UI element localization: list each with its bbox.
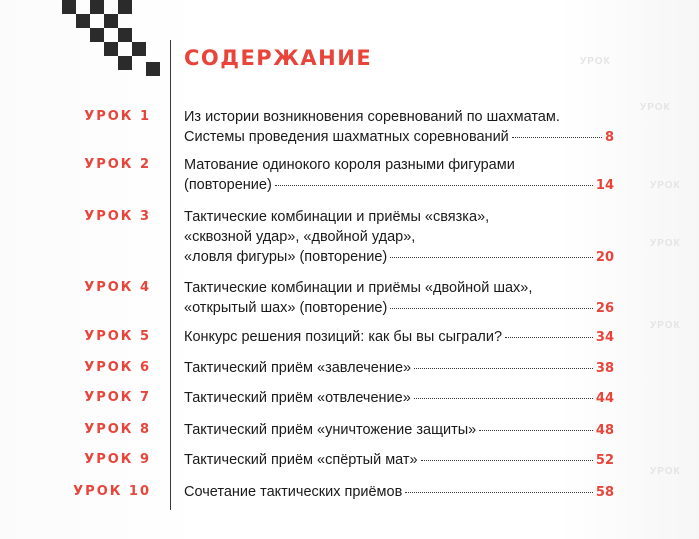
page-number: 38 — [595, 361, 614, 376]
entry-line: «открытый шах» (повторение) — [184, 300, 388, 316]
dot-leader — [275, 185, 593, 186]
entry-last-line — [184, 327, 614, 347]
page-number: 14 — [595, 178, 614, 193]
entry-last-line — [184, 482, 614, 502]
entry-text — [184, 278, 614, 318]
entry-text — [184, 155, 614, 195]
page-number: 48 — [595, 423, 614, 438]
entry-text — [184, 358, 614, 378]
entry-text — [184, 388, 614, 408]
lesson-label: УРОК 6 — [84, 360, 151, 375]
lesson-label: УРОК 5 — [84, 329, 151, 344]
page-title: СОДЕРЖАНИЕ — [184, 46, 373, 70]
entry-line: «ловля фигуры» (повторение) — [184, 249, 388, 265]
entry-line: (повторение) — [184, 177, 272, 193]
bleed-through-text: УРОК — [580, 56, 611, 67]
lesson-label: УРОК 8 — [84, 422, 151, 437]
entry-text — [184, 420, 614, 440]
entry-line: Тактический приём «спёртый мат» — [184, 452, 418, 468]
entry-last-line — [184, 450, 614, 470]
entry-last-line — [184, 388, 614, 408]
entry-line: Сочетание тактических приёмов — [184, 484, 403, 500]
entry-last-line — [184, 247, 614, 267]
bleed-through-text: УРОК — [650, 466, 681, 477]
lesson-label: УРОК 3 — [84, 209, 151, 224]
entry-line: Тактический приём «уничтожение защиты» — [184, 422, 477, 438]
entry-text — [184, 107, 614, 147]
entry-text — [184, 450, 614, 470]
lesson-label: УРОК 9 — [84, 452, 151, 467]
entry-last-line — [184, 175, 614, 195]
entry-line: Системы проведения шахматных соревнований — [184, 129, 509, 145]
entry-line: Тактический приём «завлечение» — [184, 360, 412, 376]
dot-leader — [405, 492, 593, 493]
entry-line: Тактические комбинации и приёмы «двойной шах», — [184, 280, 533, 296]
dot-leader — [414, 368, 593, 369]
lesson-label: УРОК 10 — [73, 484, 151, 499]
page-number: 34 — [595, 330, 614, 345]
lesson-label: УРОК 4 — [84, 280, 151, 295]
entry-last-line — [184, 298, 614, 318]
bleed-through-text: УРОК — [650, 238, 681, 249]
dot-leader — [390, 308, 593, 309]
entry-line: «сквозной удар», «двойной удар», — [184, 229, 416, 245]
entry-line: Тактический приём «отвлечение» — [184, 390, 411, 406]
page-number: 26 — [595, 301, 614, 316]
page-number: 58 — [595, 485, 614, 500]
lesson-label: УРОК 2 — [84, 157, 151, 172]
dot-leader — [505, 337, 593, 338]
divider-line — [170, 40, 171, 510]
page-number: 44 — [595, 391, 614, 406]
entry-line: Конкурс решения позиций: как бы вы сыграли? — [184, 329, 503, 345]
dot-leader — [414, 398, 593, 399]
entry-line: Матование одинокого короля разными фигурами — [184, 157, 515, 173]
page-number: 20 — [595, 250, 614, 265]
lesson-label: УРОК 1 — [84, 109, 151, 124]
dot-leader — [512, 137, 602, 138]
lesson-label: УРОК 7 — [84, 390, 151, 405]
bleed-through-text: УРОК — [640, 102, 671, 113]
entry-line: Тактические комбинации и приёмы «связка», — [184, 209, 490, 225]
bleed-through-text: УРОК — [650, 320, 681, 331]
entry-text — [184, 482, 614, 502]
entry-last-line — [184, 358, 614, 378]
entry-text — [184, 207, 614, 267]
entry-text — [184, 327, 614, 347]
entry-line: Из истории возникновения соревнований по шахматам. — [184, 109, 560, 125]
dot-leader — [479, 430, 593, 431]
dot-leader — [421, 460, 593, 461]
entry-last-line — [184, 127, 614, 147]
page-number: 8 — [604, 130, 614, 145]
entry-last-line — [184, 420, 614, 440]
bleed-through-text: УРОК — [650, 180, 681, 191]
page-number: 52 — [595, 453, 614, 468]
dot-leader — [390, 257, 593, 258]
checker-decoration — [0, 0, 175, 90]
